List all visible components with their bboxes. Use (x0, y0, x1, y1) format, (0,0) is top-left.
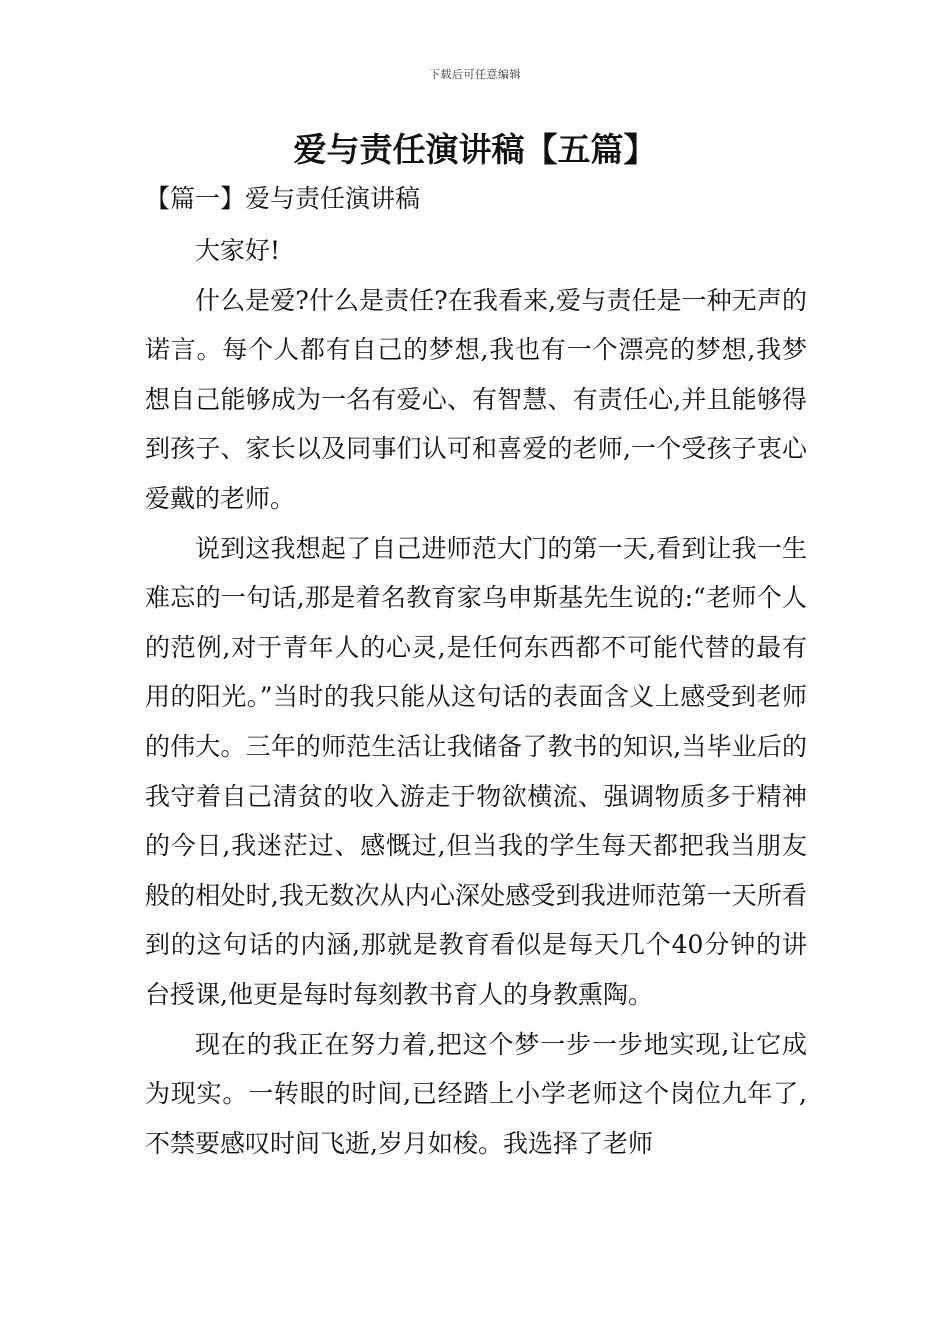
paragraph-normal-school: 说到这我想起了自己进师范大门的第一天,看到让我一生难忘的一句话,那是着名教育家乌申斯基先生说的:“老师个人的范例,对于青年人的心灵,是任何东西都不可能代替的最有用的阳光。”当时的我只能从这句话的表面含义上感受到老师的伟大。三年的师范生活让我储备了教书的知识,当毕业后的我守着自己清贫的收入游走于物欲横流、强调物质多于精神的今日,我迷茫过、感慨过,但当我的学生每天都把我当朋友般的相处时,我无数次从内心深处感受到我进师范第一天所看到的这句话的内涵,那就是教育看似是每天几个40分钟的讲台授课,他更是每时每刻教书育人的身教熏陶。 (145, 533, 807, 1009)
paragraph-greeting: 大家好! (195, 236, 281, 265)
paragraph-love-responsibility: 什么是爱?什么是责任?在我看来,爱与责任是一种无声的诺言。每个人都有自己的梦想,我也有一个漂亮的梦想,我梦想自己能够成为一名有爱心、有智慧、有责任心,并且能够得到孩子、家长以及同事们认可和喜爱的老师,一个受孩子衷心爱戴的老师。 (145, 285, 807, 513)
document-title: 爱与责任演讲稿【五篇】 (293, 130, 657, 169)
document-body (145, 226, 807, 1168)
header-note: 下载后可任意编辑 (429, 68, 521, 81)
paragraph-present: 现在的我正在努力着,把这个梦一步一步地实现,让它成为现实。一转眼的时间,已经踏上小学老师这个岗位九年了,不禁要感叹时间飞逝,岁月如梭。我选择了老师 (145, 1029, 807, 1158)
section-heading: 【篇一】爱与责任演讲稿 (145, 184, 421, 213)
